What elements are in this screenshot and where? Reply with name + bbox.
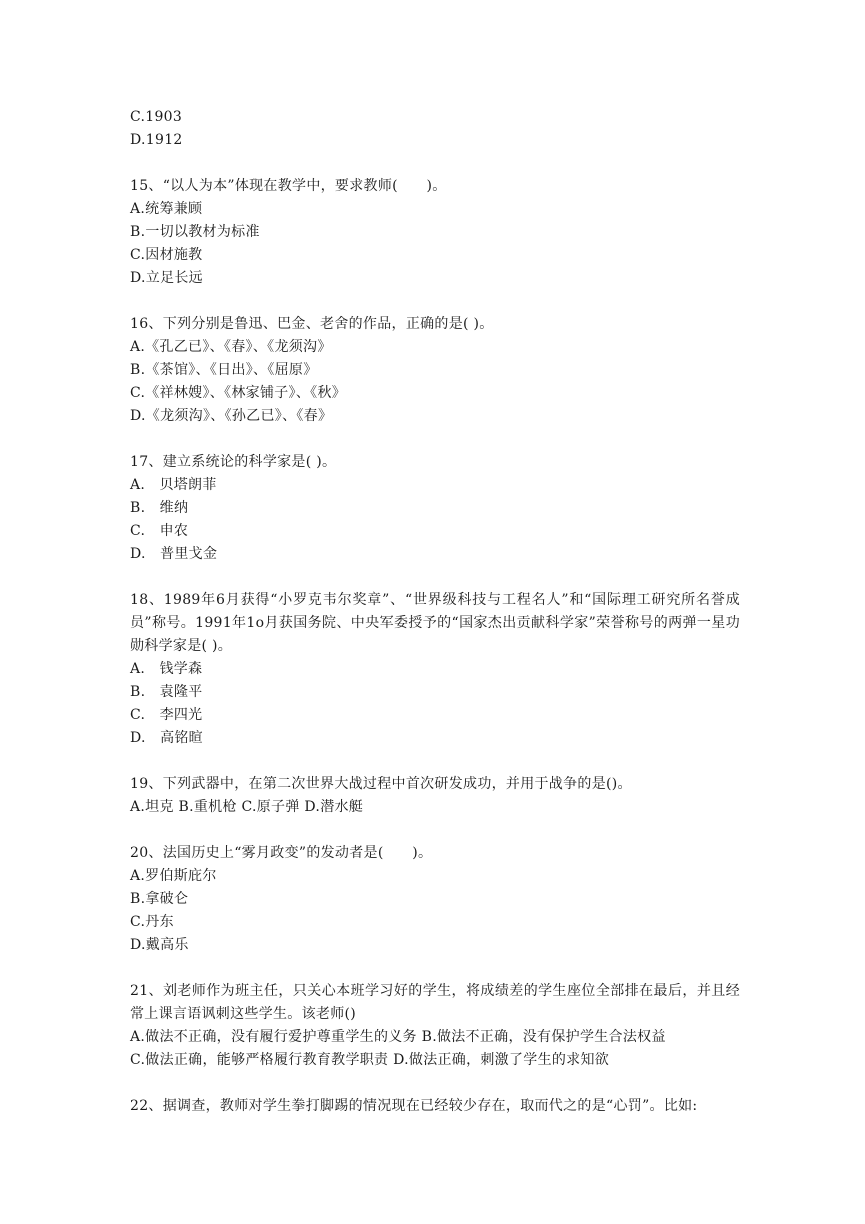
option-line: C. 李四光 [130, 707, 203, 723]
option-line: B.《茶馆》、《日出》、《屈原》 [130, 362, 318, 378]
question-stem: 18、1989年6月获得“小罗克韦尔奖章”、“世界级科技与工程名人”和“国际理工研究所名誉成员”称号。1991年1o月获国务院、中央军委授予的“国家杰出贡献科学家”荣誉称号的两弹一星功勋科学家是( )。 [130, 592, 740, 654]
option-line: D.《龙须沟》、《孙乙已》、《春》 [130, 408, 333, 424]
option-line: C. 申农 [130, 523, 189, 539]
question-stem: 17、建立系统论的科学家是( )。 [130, 454, 337, 470]
option-line: D.立足长远 [130, 270, 203, 286]
option-line: A.坦克 B.重机枪 C.原子弹 D.潜水艇 [130, 799, 364, 815]
option-line: B.一切以教材为标准 [130, 224, 260, 240]
option-line: A.做法不正确，没有履行爱护尊重学生的义务 B.做法不正确，没有保护学生合法权益 [130, 1029, 666, 1045]
option-line: B. 袁隆平 [130, 684, 203, 700]
question-stem: 22、据调查，教师对学生拳打脚踢的情况现在已经较少存在，取而代之的是“心罚”。比如: [130, 1098, 698, 1114]
question-stem: 20、法国历史上“雾月政变”的发动者是( )。 [130, 845, 433, 861]
option-line: A. 钱学森 [130, 661, 203, 677]
option-line: C.丹东 [130, 914, 174, 930]
option-line: A.《孔乙已》、《春》、《龙须沟》 [130, 339, 332, 355]
option-line: D. 普里戈金 [130, 546, 218, 562]
option-line: A.罗伯斯庇尔 [130, 868, 217, 884]
option-line: A.统筹兼顾 [130, 201, 203, 217]
question-stem: 21、刘老师作为班主任，只关心本班学习好的学生，将成绩差的学生座位全部排在最后，并且经常上课言语讽刺这些学生。该老师() [130, 983, 740, 1022]
question-stem: 16、下列分别是鲁迅、巴金、老舍的作品，正确的是( )。 [130, 316, 494, 332]
question-stem: 15、“以人为本”体现在教学中，要求教师( )。 [130, 178, 447, 194]
option-line: D. 高铭暄 [130, 730, 203, 746]
option-line: A. 贝塔朗菲 [130, 477, 217, 493]
option-line: D.戴高乐 [130, 937, 189, 953]
option-line: C.1903 [130, 109, 183, 125]
option-line: C.《祥林嫂》、《林家铺子》、《秋》 [130, 385, 347, 401]
option-line: C.因材施教 [130, 247, 203, 263]
question-stem: 19、下列武器中，在第二次世界大战过程中首次研发成功，并用于战争的是()。 [130, 776, 632, 792]
option-line: B. 维纳 [130, 500, 189, 516]
option-line: C.做法正确，能够严格履行教育教学职责 D.做法正确，刺激了学生的求知欲 [130, 1052, 610, 1068]
option-line: B.拿破仑 [130, 891, 189, 907]
document-page [130, 106, 740, 1118]
option-line: D.1912 [130, 132, 183, 148]
